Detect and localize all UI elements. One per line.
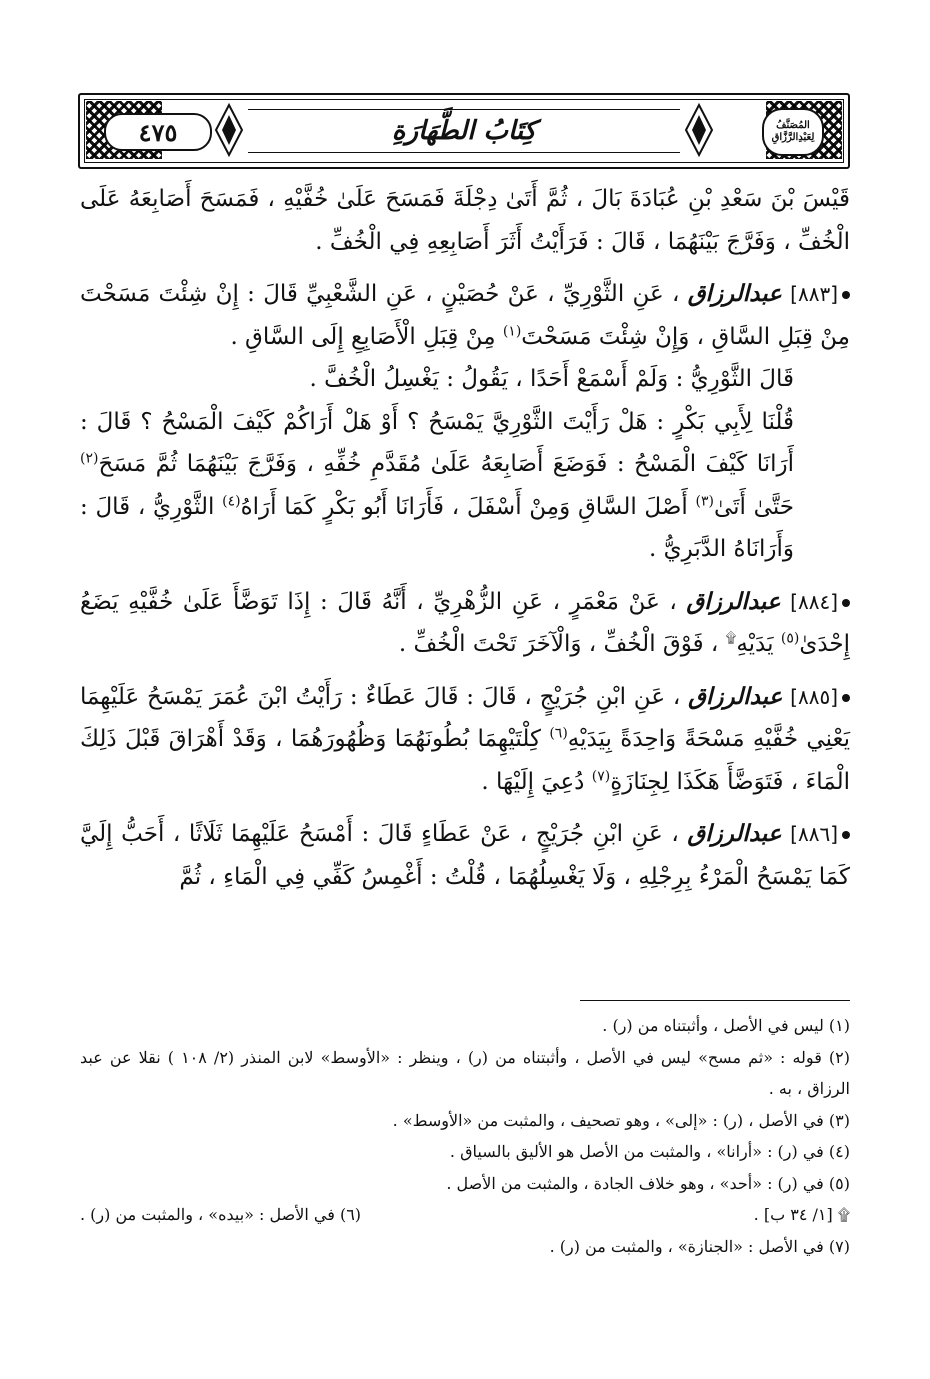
footnote-ref[interactable]: (٦) [549,725,568,742]
hadith-text: دُعِيَ إِلَيْهَا . [481,768,585,795]
hadith-number: [٨٨٣] [790,282,839,306]
footnote-5: (٥) في (ر) : «أحد» ، وهو خلاف الجادة ، والمثبت من الأصل . [446,1173,850,1193]
paragraph-text: قَالَ الثَّوْرِيُّ : وَلَمْ أَسْمَعْ أَحَدًا ، يَقُولُ : يَغْسِلُ الْخُفَّ . [309,366,794,392]
footnote-2: (٢) قوله : «ثم مسح» ليس في الأصل ، وأثبتناه من (ر) ، وينظر : «الأوسط» لابن المنذر (٢/ ١٠٨ ) نقلا عن عبد الرزاق ، به . [80,1047,850,1098]
footnote-ref[interactable]: (٥) [780,630,800,647]
hadith-text: ، فَوْقَ الْخُفِّ ، وَالْآخَرَ تَحْتَ الْخُفِّ . [398,631,719,657]
paragraph-text: الثَّوْرِيُّ ، قَالَ : وَأَرَانَاهُ الدَّبَرِيُّ . [80,493,794,562]
paragraph-abu-bakr [80,401,850,571]
bullet-icon [842,831,850,839]
hadith-text: مِنْ قِبَلِ الْأَصَابِعِ إِلَى السَّاقِ . [230,323,496,350]
hadith-number: [٨٨٤] [790,589,839,614]
hadith-885 [80,676,850,804]
paragraph-text: أَصْلَ السَّاقِ وَمِنْ أَسْفَلَ ، فَأَرَانَا أَبُو بَكْرٍ كَمَا أَرَاهُ [240,493,688,520]
author-name: عبدالرزاق [686,587,781,615]
footnote-7: (٧) في الأصل : «الجنازة» ، والمثبت من (ر) . [549,1236,850,1256]
footnote-separator [580,1000,850,1001]
bullet-icon [842,694,850,702]
chapter-title-text: كِتَابُ الطَّهَارَةِ [391,116,537,146]
footnote-3: (٣) في الأصل ، (ر) : «إلى» ، وهو تصحيف ، والمثبت من «الأوسط» . [392,1110,850,1130]
author-name: عبدالرزاق [687,280,782,307]
footnote-ref[interactable]: (١) [502,322,522,339]
paragraph-continuation [80,178,850,263]
hadith-883 [80,273,850,358]
footnote-ref[interactable]: (٢) [80,450,99,467]
chapter-title [248,109,680,153]
book-logo [762,108,824,156]
page-header [78,93,850,169]
hadith-text: ، عَنِ ابْنِ جُرَيْجٍ ، قَالَ : قَالَ عَطَاءٌ : رَأَيْتُ ابْنَ عُمَرَ يَمْسَحُ عَلَيْهِمَا يَعْنِي خُفَّيْهِ مَسْحَةً وَاحِدَةً بِيَدَيْهِ [80,683,851,752]
footnotes [80,1010,850,1262]
page-number-text: ٤٧٥ [138,117,178,147]
footnote-row [80,1199,850,1231]
page-number [104,113,212,151]
hadith-884 [80,581,850,666]
hadith-text: كِلْتَيْهِمَا بُطُونَهُمَا وَظُهُورَهُمَا ، وَقَدْ أَهْرَاقَ قَبْلَ ذَلِكَ الْمَاءَ ، فَتَوَضَّأَ هَكَذَا لِجِنَازَةٍ [80,726,850,795]
ornament-divider-right-icon [684,103,714,157]
hadith-text: يَدَيْهِ [736,631,774,657]
hadith-886 [80,813,850,898]
footnote-4: (٤) في (ر) : «أرانا» ، والمثبت من الأصل هو الأليق بالسياق . [449,1142,850,1161]
hadith-text: ، عَنِ الثَّوْرِيِّ ، عَنْ حُصَيْنٍ ، عَنِ الشَّعْبِيِّ قَالَ : إِنْ شِئْتَ مَسَحْتَ مِنْ قِبَلِ السَّاقِ ، وَإِنْ شِئْتَ مَسَحْتَ [80,281,850,350]
paragraph-text: حَتَّىٰ أَتَىٰ [713,493,794,520]
main-text [80,178,850,898]
ornament-divider-left-icon [214,103,244,157]
hadith-text: ، عَنِ ابْنِ جُرَيْجٍ ، عَنْ عَطَاءٍ قَالَ : أَمْسَحُ عَلَيْهِمَا ثَلَاثًا ، أَحَبُّ إِلَيَّ كَمَا يَمْسَحُ الْمَرْءُ بِرِجْلِهِ ، وَلَا يَغْسِلُهُمَا ، قُلْتُ : أَغْمِسُ كَفِّي فِي الْمَاءِ ، ثُمَّ [80,821,850,890]
footnote-1: (١) ليس في الأصل ، وأثبتناه من (ر) . [602,1016,850,1035]
author-name: عبدالرزاق [687,820,782,847]
footnote-ref[interactable]: (٤) [222,492,241,509]
book-logo-line1: المُصَنَّفُ [776,120,810,131]
paragraph-text: قَيْسَ بْنَ سَعْدِ بْنِ عُبَادَةَ بَالَ ، ثُمَّ أَتَىٰ دِجْلَةَ فَمَسَحَ عَلَىٰ خُفَّيْهِ ، فَمَسَحَ أَصَابِعَهُ عَلَى الْخُفِّ ، وَفَرَّجَ بَيْنَهُمَا ، قَالَ : فَرَأَيْتُ أَثَرَ أَصَابِعِهِ فِي الْخُفِّ . [80,186,850,255]
book-logo-line2: لِعَبْدِالرَّزَّاقِ [771,132,815,143]
footnote-ref[interactable]: (٣) [695,492,714,509]
paragraph-text: قُلْنَا لِأَبِي بَكْرٍ : هَلْ رَأَيْتَ الثَّوْرِيَّ يَمْسَحُ ؟ أَوْ هَلْ أَرَاكُمْ كَيْفَ الْمَسْحُ ؟ قَالَ : أَرَانَا كَيْفَ الْمَسْحُ : فَوَضَعَ أَصَابِعَهُ عَلَىٰ مُقَدَّمِ خُفِّهِ ، وَفَرَّجَ بَيْنَهُمَا ثُمَّ مَسَحَ [80,408,794,477]
hadith-text: ، عَنْ مَعْمَرٍ ، عَنِ الزُّهْرِيِّ ، أَنَّهُ قَالَ : إِذَا تَوَضَّأَ عَلَىٰ خُفَّيْهِ يَضَعُ إِحْدَىٰ [80,588,850,657]
hadith-number: [٨٨٥] [790,684,839,709]
footnote-6: (٦) في الأصل : «بيده» ، والمثبت من (ر) . [80,1205,362,1224]
footnote-manuscript-mark: ۩ [١/ ٣٤ ب] . [753,1205,850,1224]
hadith-number: [٨٨٦] [790,822,839,846]
bullet-icon [842,599,850,607]
author-name: عبدالرزاق [688,682,783,710]
footnote-ref[interactable]: (٧) [591,767,611,784]
manuscript-mark-icon: ۩ [725,630,737,647]
bullet-icon [842,291,850,299]
paragraph-thawri [80,358,850,401]
